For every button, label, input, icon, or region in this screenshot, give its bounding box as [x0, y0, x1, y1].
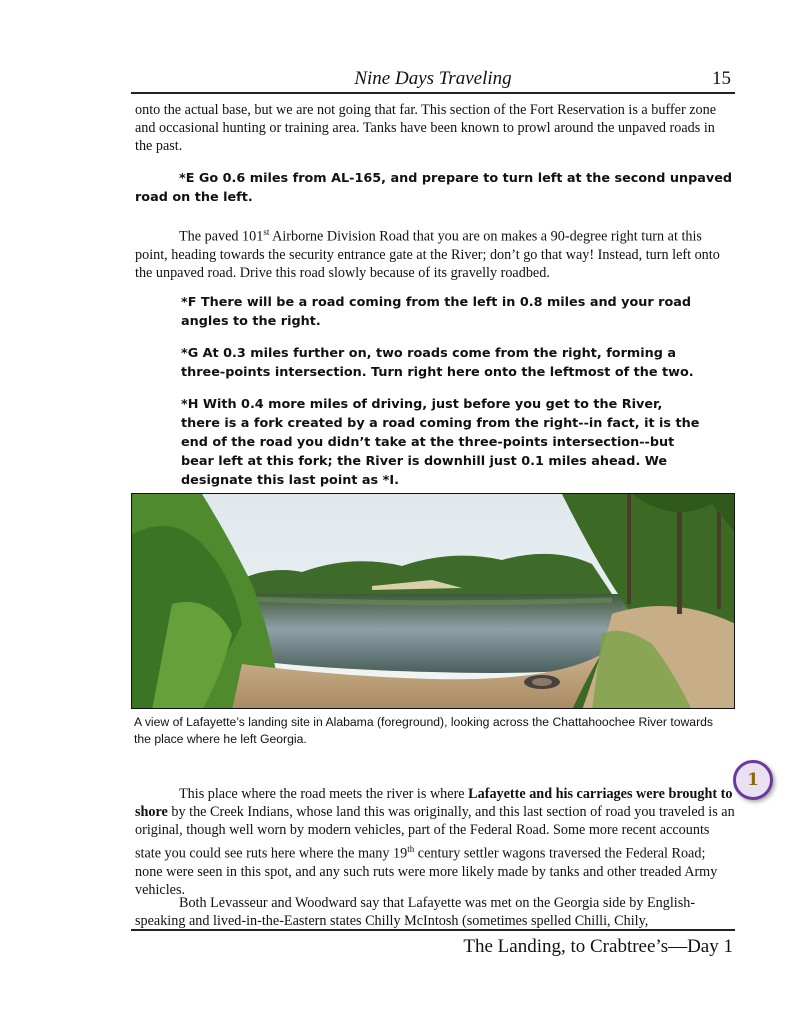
step-g: *G At 0.3 miles further on, two roads come from the right, forming a three-points intersection. Turn right here onto the leftmost of the two.	[181, 346, 694, 380]
footer-rule	[131, 929, 735, 931]
paragraph-1: onto the actual base, but we are not going that far. This section of the Fort Reservation is a buffer zone and occasional hunting or training area. Tanks have been known to prowl around the unpaved roads in the past.	[135, 102, 717, 155]
river-landscape-image	[132, 494, 735, 709]
photo-caption: A view of Lafayette’s landing site in Alabama (foreground), looking across the Chattahoochee River towards the place where he left Georgia.	[134, 715, 714, 746]
paragraph-3: This place where the road meets the river is where Lafayette and his carriages were brought to shore by the Creek Indians, whose land this was originally, and this last section of road you traveled is an original, though well worn by modern vehicles, part of the Federal Road. Some more recent accounts state you could see ruts here where the many 19th century settler wagons traversed the Federal Road; none were seen in this spot, and any such ruts were more likely made by tanks and other treaded Army vehicles.	[135, 786, 735, 898]
paragraph-2: The paved 101st Airborne Division Road that you are on makes a 90-degree right turn at this point, heading towards the security entrance gate at the River; don’t go that way! Instead, turn left onto the unpaved road. Drive this road slowly because of its gravelly roadbed.	[135, 227, 720, 282]
fleur-de-lis-icon	[733, 760, 773, 800]
badge-label: 1	[747, 770, 759, 790]
running-header	[131, 68, 735, 94]
paragraph-4: Both Levasseur and Woodward say that Lafayette was met on the Georgia side by English-speaking and lived-in-the-Eastern states Chilly McIntosh (sometimes spelled Chilli, Chily,	[135, 895, 696, 930]
step-f: *F There will be a road coming from the left in 0.8 miles and your road angles to the right.	[181, 295, 692, 329]
page-number: 15	[712, 68, 731, 89]
step-e: *E Go 0.6 miles from AL-165, and prepare to turn left at the second unpaved road on the left.	[135, 171, 733, 205]
step-h: *H With 0.4 more miles of driving, just before you get to the River, there is a fork created by a road coming from the right--in fact, it is the end of the road you didn’t take at the three-points intersection--but bear left at this fork; the River is downhill just 0.1 miles ahead. We designate this last point as *I.	[181, 397, 700, 488]
river-landing-photo	[131, 493, 735, 709]
book-title: Nine Days Traveling	[354, 68, 512, 89]
running-footer: The Landing, to Crabtree’s—Day 1	[463, 936, 733, 957]
